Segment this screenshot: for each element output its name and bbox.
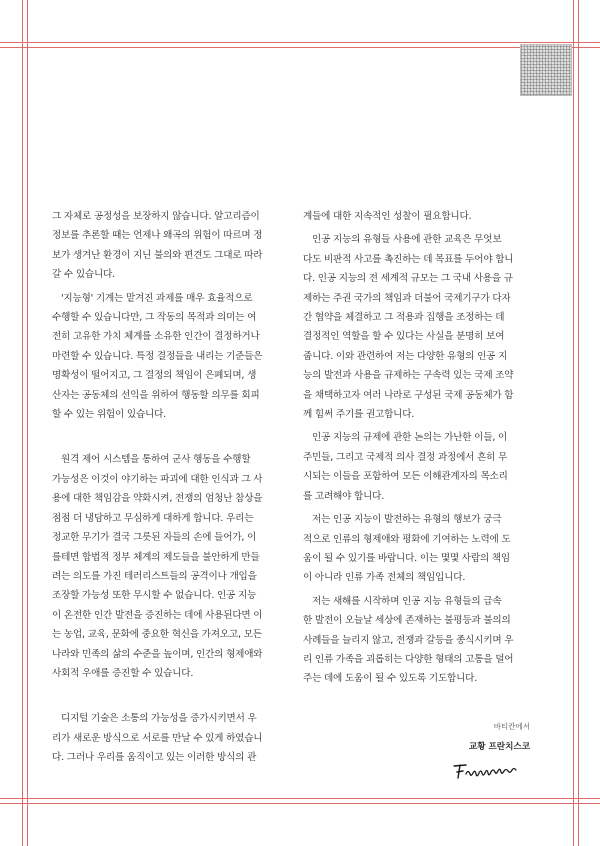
paragraph-line: 용에 대한 책임감을 약화시켜, 전쟁의 엄청난 참상을 [52,493,263,505]
paragraph-line: 조장할 가능성 또한 무시할 수 없습니다. 인공 지능 [52,590,257,602]
paragraph-line: 를테면 합법적 정부 체계의 제도들을 불안하게 만들 [52,551,260,563]
paragraph-line: 인공 지능의 유형들 사용에 관한 교육은 무엇보 [312,234,502,246]
paragraph-line: 인공 지능의 규제에 관한 논의는 가난한 이들, 이 [312,432,508,444]
frame-line-left-inner [27,0,28,846]
frame-line-bottom-inner [0,803,600,804]
frame-line-bottom [0,798,600,799]
paragraph-line: 를 고려해야 합니다. [303,490,385,502]
paragraph-line: 제하는 주권 국가의 책임과 더불어 국제기구가 다자 [303,292,511,304]
texture-stamp [520,44,572,96]
paragraph-line: 정교한 무기가 결국 그릇된 자들의 손에 들어가, 이 [52,532,257,544]
paragraph-line: 정보를 추론할 때는 언제나 왜곡의 위험이 따르며 정 [52,230,263,242]
paragraph-line: 시되는 이들을 포함하여 모든 이해관계자의 목소리 [303,471,508,483]
paragraph-line: 주민들, 그리고 국제적 의사 결정 과정에서 흔히 무 [303,451,508,463]
paragraph-line: 사례들을 늘리지 않고, 전쟁과 갈등을 종식시키며 우 [303,634,514,646]
paragraph-line: 리 인류 가족을 괴롭히는 다양한 형태의 고통을 덜어 [303,653,514,665]
paragraph-line: 께 힘써 주기를 권고합니다. [303,409,415,421]
paragraph-line: 저는 새해를 시작하며 인공 지능 유형들의 급속 [312,595,502,607]
paragraph-line: 보가 생겨난 환경이 지닌 불의와 편견도 그대로 따라 [52,249,263,261]
paragraph-line: 는 농업, 교육, 문화에 중요한 혁신을 가져오고, 모든 [52,629,262,641]
paragraph-line: 마련할 수 있습니다. 특정 결정들을 내리는 기준들은 [52,350,263,362]
paragraph-line: 나라와 민족의 삶의 수준을 높이며, 인간의 형제애와 [52,648,263,660]
paragraph-line: 다. 그러나 우리를 움직이고 있는 이러한 방식의 관 [52,752,257,764]
paragraph-line: 산자는 공동체의 선익을 위하여 행동할 의무를 회피 [52,389,260,401]
paragraph-line: 명확성이 떨어지고, 그 결정의 책임이 은폐되며, 생 [52,370,257,382]
handwritten-signature [452,760,532,782]
paragraph-line: 다도 비판적 사고를 촉진하는 데 목표를 두어야 합니 [303,253,514,265]
paragraph-line: 저는 인공 지능이 발전하는 유형의 행보가 궁극 [312,514,502,526]
paragraph-line: 능의 발전과 사용을 규제하는 구속력 있는 국제 조약 [303,370,514,382]
paragraph-line: 갈 수 있습니다. [52,269,115,281]
paragraph-line: 한 발전이 오늘날 세상에 존재하는 불평등과 불의의 [303,615,511,627]
paragraph-line: 할 수 있는 위험이 있습니다. [52,409,166,421]
signature-name: 교황 프란치스코 [468,742,530,752]
paragraph-line: 계들에 대한 지속적인 성찰이 필요합니다. [303,211,472,222]
paragraph-line: 움이 될 수 있기를 바랍니다. 이는 몇몇 사람의 책임 [303,552,510,564]
paragraph-line: 간 협약을 체결하고 그 적용과 집행을 조정하는 데 [303,312,505,324]
frame-line-left [22,0,23,846]
paragraph-line: 리가 새로운 방식으로 서로를 만날 수 있게 하였습니 [52,732,263,744]
frame-line-right-inner [578,0,579,846]
paragraph-line: 이 온전한 인간 발전을 증진하는 데에 사용된다면 이 [52,609,263,621]
paragraph-line: 디지털 기술은 소통의 가능성을 증가시키면서 우 [61,713,257,725]
frame-line-top [0,42,600,43]
paragraph-line: 수행할 수 있습니다만, 그 작동의 목적과 의미는 여 [52,312,257,324]
paragraph-line: 적으로 인류의 형제애와 평화에 기여하는 노력에 도 [303,533,511,545]
paragraph-line: 줍니다. 이와 관련하여 저는 다양한 유형의 인공 지 [303,350,508,362]
paragraph-line: 가능성은 이것이 야기하는 파괴에 대한 인식과 그 사 [52,473,263,485]
paragraph-line: 이 아니라 인류 가족 전체의 책임입니다. [303,572,466,584]
paragraph-line: '지능형' 기계는 맡겨진 과제를 매우 효율적으로 [61,292,253,304]
paragraph-line: 점점 더 냉담하고 무심하게 대하게 합니다. 우리는 [52,512,254,524]
frame-line-right [573,0,574,846]
text-column-right [303,207,526,689]
signature-place: 바티칸에서 [493,722,530,731]
text-column-left [52,207,277,768]
paragraph-line: 원격 제어 시스템을 통하여 군사 행동을 수행할 [61,454,251,466]
paragraph-line: 사회적 우애를 증진할 수 있습니다. [52,667,194,679]
paragraph-line: 려는 의도를 가진 테러리스트들의 공격이나 개입을 [52,570,257,582]
paragraph-line: 그 자체로 공정성을 보장하지 않습니다. 알고리즘이 [52,211,260,222]
frame-line-top-inner [0,47,600,48]
paragraph-line: 주는 데에 도움이 될 수 있도록 기도합니다. [303,673,478,685]
paragraph-line: 결정적인 역할을 할 수 있다는 사실을 분명히 보여 [303,331,505,343]
paragraph-line: 다. 인공 지능의 전 세계적 규모는 그 국내 사용을 규 [303,273,513,285]
paragraph-line: 을 채택하고자 여러 나라로 구성된 국제 공동체가 함 [303,389,514,401]
paragraph-line: 전히 고유한 가치 체계를 소유한 인간이 결정하거나 [52,331,260,343]
